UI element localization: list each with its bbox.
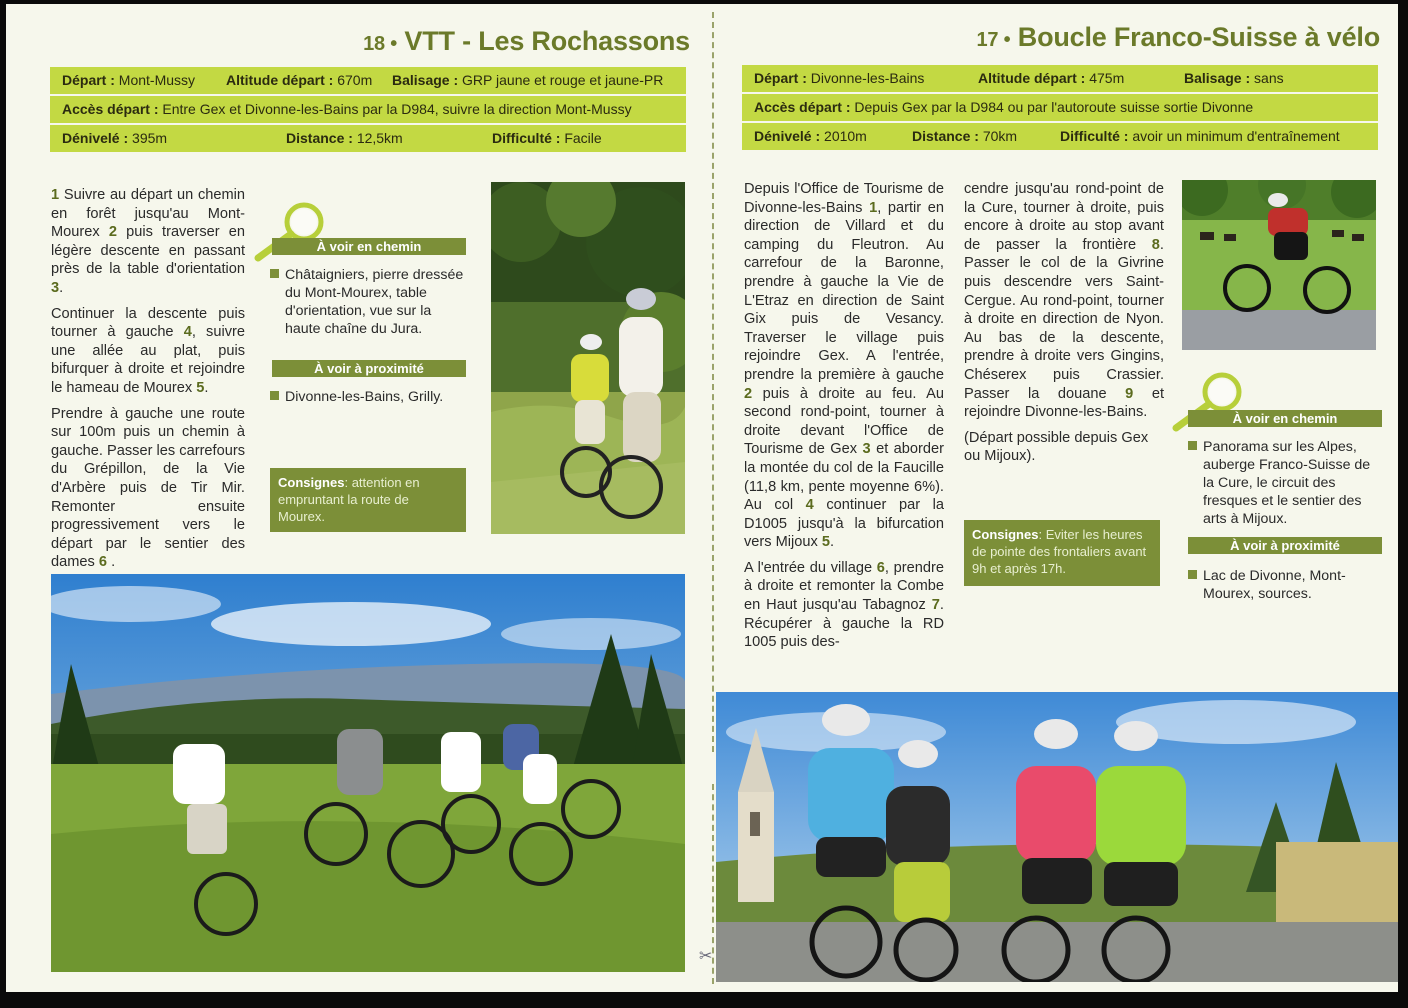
brochure-spread [6, 4, 1398, 992]
altitude-value: 670m [337, 72, 373, 88]
left-page [6, 4, 712, 992]
right-info-row-3 [742, 123, 1378, 150]
distance-value: 12,5km [356, 130, 403, 146]
text: . [829, 534, 835, 551]
left-voir-en-chemin-header: À voir en chemin [272, 238, 466, 255]
consignes-label: Consignes [278, 475, 345, 490]
square-bullet-icon [1188, 441, 1197, 450]
text: Châtaigniers, pierre dressée du Mont-Mourex, table d'orientation, vue sur la haute chaîne du Jura. [285, 267, 464, 337]
photo-road-cyclist-pasture [1182, 180, 1376, 350]
distance-label: Distance : [286, 130, 353, 146]
left-paragraph-2 [51, 305, 245, 398]
text: puis traverser en légère descente en passant près de la table d'orientation [51, 224, 245, 278]
difficulte-label: Difficulté : [492, 130, 561, 146]
waypoint-3: 3 [51, 279, 60, 296]
depart-label: Départ : [754, 70, 807, 86]
waypoint-9: 9 [1125, 385, 1134, 402]
left-paragraph-1 [51, 186, 245, 298]
left-route-number: 18 • [363, 33, 398, 55]
waypoint-4: 4 [183, 324, 192, 341]
square-bullet-icon [270, 391, 279, 400]
text: puis à droite au feu. Au second rond-point, tourner à droite devant l'Office de Tourisme de Gex [744, 385, 944, 458]
text: et aborder la montée du col de la Faucille (11,8 km, pente moyenne 6%). Au col [744, 441, 944, 514]
consignes-text: : Eviter les heures de pointe des frontaliers avant 9h et après 17h. [972, 527, 1147, 576]
right-info-row-2 [742, 94, 1378, 121]
left-info-row-1 [50, 67, 686, 94]
left-route-title [363, 26, 690, 57]
difficulte-value: avoir un minimum d'entraînement [1132, 128, 1340, 144]
depart-value: Mont-Mussy [118, 72, 196, 88]
square-bullet-icon [270, 269, 279, 278]
text: A l'entrée du village [744, 559, 873, 576]
waypoint-5: 5 [196, 379, 205, 396]
text: continuer par la D1005 jusqu'à la bifurcation vers Mijoux [744, 497, 944, 551]
waypoint-2: 2 [744, 385, 753, 402]
photo-family-group-bikes-meadow [51, 574, 685, 972]
balisage-label: Balisage : [392, 72, 459, 88]
scissors-icon: ✂ [699, 946, 713, 965]
text: Prendre à gauche une route sur 100m puis un chemin à gauche. Passer les carrefours du Grépillon, de la Vie d'Arbère puis de Tir Mir. Remonter ensuite progressivement vers le départ par le sentier des dames [51, 405, 245, 571]
waypoint-2: 2 [108, 224, 117, 241]
difficulte-label: Difficulté : [1060, 128, 1129, 144]
waypoint-8: 8 [1151, 236, 1160, 253]
text: , partir en direction de Villard et du camping du Fleutron. Au carrefour de la Baronne, prendre à gauche la Vie de L'Etraz en direction de Saint Gix puis de Vesancy. Traverser le village puis rejoindre Gex. A l'entrée, prendre la première à gauche [744, 199, 944, 383]
depart-label: Départ : [62, 72, 115, 88]
square-bullet-icon [1188, 570, 1197, 579]
right-paragraph-3 [964, 180, 1164, 422]
right-info-row-1 [742, 65, 1378, 92]
photo-couple-mountain-biking-forest [491, 182, 685, 534]
altitude-label: Altitude départ : [978, 70, 1086, 86]
altitude-value: 475m [1089, 70, 1125, 86]
left-paragraph-3 [51, 405, 245, 572]
right-route-description-col2 [964, 180, 1164, 473]
acces-value: Depuis Gex par la D984 ou par l'autoroute suisse sortie Divonne [854, 99, 1254, 115]
acces-label: Accès départ : [754, 99, 851, 115]
difficulte-value: Facile [564, 130, 602, 146]
right-route-description-col1 [744, 180, 944, 659]
right-voir-a-proximite-header: À voir à proximité [1188, 537, 1382, 554]
right-voir-a-proximite-item [1188, 567, 1382, 603]
depart-value: Divonne-les-Bains [810, 70, 925, 86]
right-route-title [976, 22, 1380, 53]
consignes-text: : attention en empruntant la route de Mourex. [278, 475, 420, 524]
waypoint-5: 5 [821, 534, 830, 551]
left-voir-a-proximite-item [270, 388, 466, 406]
waypoint-1: 1 [51, 187, 60, 203]
waypoint-1: 1 [869, 199, 878, 216]
right-paragraph-2 [744, 559, 944, 652]
distance-value: 70km [982, 128, 1018, 144]
consignes-label: Consignes [972, 527, 1039, 542]
acces-value: Entre Gex et Divonne-les-Bains par la D984, suivre la direction Mont-Mussy [162, 101, 632, 117]
left-voir-a-proximite-header: À voir à proximité [272, 360, 466, 377]
right-consignes-box [964, 520, 1160, 586]
balisage-value: GRP jaune et rouge et jaune-PR [462, 72, 664, 88]
text: , prendre à droite et remonter la Combe en Haut jusqu'au Tabagnoz [744, 559, 944, 614]
distance-label: Distance : [912, 128, 979, 144]
left-info-row-3 [50, 125, 686, 152]
denivele-value: 395m [132, 130, 168, 146]
text: Suivre au départ un chemin en forêt jusqu'au Mont-Mourex [51, 187, 245, 241]
photo-four-road-cyclists-church [716, 692, 1398, 982]
text: . Passer le col de la Givrine puis descendre vers Saint-Cergue. Au rond-point, tourner à droite en direction de Nyon. Au bas de la descente, prendre à droite vers Gingins, Chéserex puis Crassier. Passer la douane [964, 236, 1164, 402]
balisage-value: sans [1254, 70, 1284, 86]
waypoint-7: 7 [931, 597, 940, 614]
balisage-label: Balisage : [1184, 70, 1251, 86]
right-route-number: 17 • [976, 29, 1011, 51]
right-voir-en-chemin-item [1188, 438, 1382, 528]
left-voir-en-chemin-item [270, 266, 466, 338]
right-paragraph-4: (Départ possible depuis Gex ou Mijoux). [964, 429, 1149, 465]
left-info-row-2 [50, 96, 686, 123]
waypoint-3: 3 [862, 441, 871, 458]
denivele-label: Dénivelé : [62, 130, 129, 146]
left-consignes-box [270, 468, 466, 532]
waypoint-4: 4 [805, 497, 814, 514]
waypoint-6: 6 [98, 554, 107, 571]
text: et rejoindre Divonne-les-Bains. [964, 385, 1165, 421]
acces-label: Accès départ : [62, 101, 159, 117]
text: . [204, 379, 209, 396]
denivele-label: Dénivelé : [754, 128, 821, 144]
altitude-label: Altitude départ : [226, 72, 334, 88]
text: , suivre une allée au plat, puis bifurquer à droite et rejoindre le hameau de Mourex [51, 324, 245, 396]
left-route-name: VTT - Les Rochassons [404, 26, 690, 56]
text: Panorama sur les Alpes, auberge Franco-Suisse de la Cure, le circuit des fresques et le sentier des arts à Mijoux. [1203, 439, 1371, 527]
text: Depuis l'Office de Tourisme de Divonne-les-Bains [744, 181, 944, 216]
left-route-description [51, 186, 245, 579]
text: . [111, 554, 116, 571]
waypoint-6: 6 [876, 559, 885, 576]
text: Continuer la descente puis tourner à gauche [51, 305, 245, 341]
right-page [712, 4, 1398, 992]
denivele-value: 2010m [824, 128, 867, 144]
text: cendre jusqu'au rond-point de la Cure, tourner à droite, puis encore à droite au stop avant de passer la frontière [964, 181, 1164, 253]
text: . Récupérer à gauche la RD 1005 puis des- [744, 597, 944, 651]
text: Lac de Divonne, Mont-Mourex, sources. [1203, 568, 1346, 602]
right-voir-en-chemin-header: À voir en chemin [1188, 410, 1382, 427]
text: . [59, 279, 64, 296]
text: Divonne-les-Bains, Grilly. [285, 389, 444, 405]
right-route-name: Boucle Franco-Suisse à vélo [1017, 22, 1380, 52]
right-paragraph-1 [744, 180, 944, 552]
